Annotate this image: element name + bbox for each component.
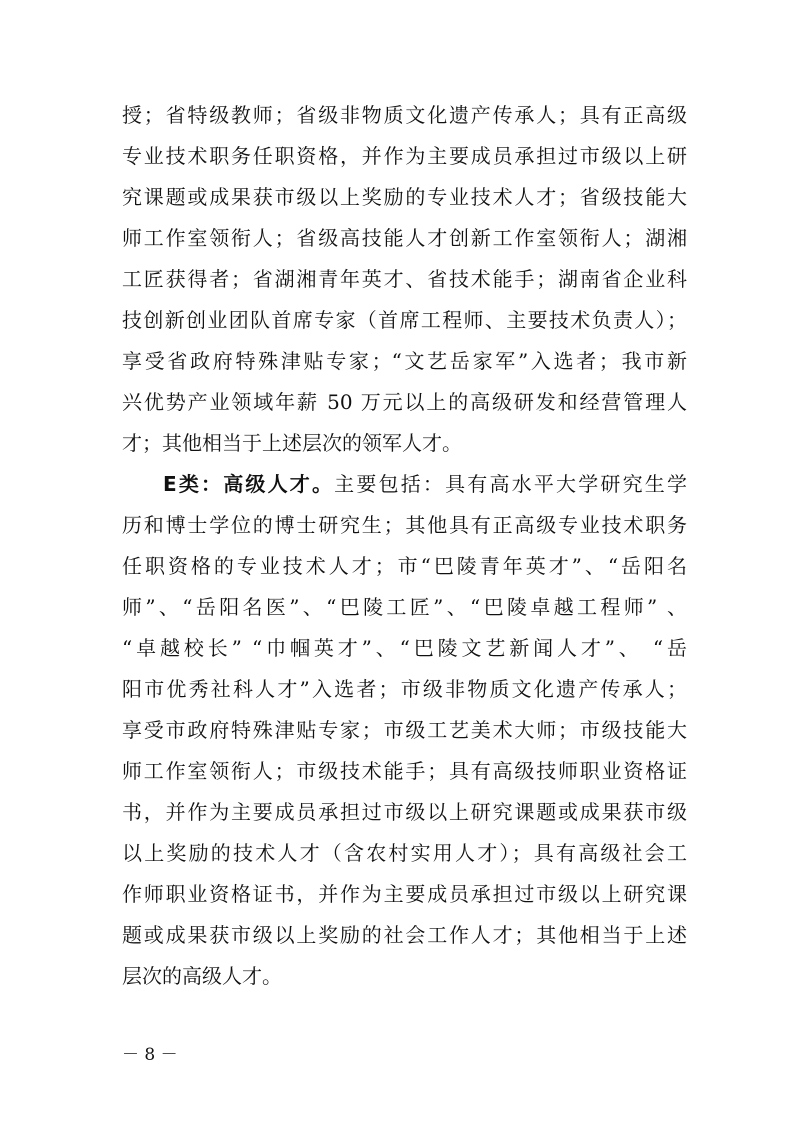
paragraph-line: 授；省特级教师；省级非物质文化遗产传承人；具有正高级 [122, 103, 687, 127]
paragraph-line: 才；其他相当于上述层次的领军人才。 [122, 431, 462, 455]
paragraph-line: 历和博士学位的博士研究生；其他具有正高级专业技术职务 [122, 513, 687, 537]
paragraph-line: 作师职业资格证书，并作为主要成员承担过市级以上研究课 [122, 882, 687, 906]
paragraph-line: 技创新创业团队首席专家（首席工程师、主要技术负责人）； [122, 308, 687, 332]
paragraph-line: 师工作室领衔人；省级高技能人才创新工作室领衔人；湖湘 [122, 226, 687, 250]
paragraph-line: 以上奖励的技术人才（含农村实用人才）；具有高级社会工 [122, 841, 687, 865]
page-number: － 8 － [122, 1045, 178, 1065]
paragraph-line: 阳市优秀社科人才”入选者；市级非物质文化遗产传承人； [122, 677, 687, 701]
paragraph-line: 工匠获得者；省湖湘青年英才、省技术能手；湖南省企业科 [122, 267, 687, 291]
paragraph-line: 享受市政府特殊津贴专家；市级工艺美术大师；市级技能大 [122, 718, 687, 742]
paragraph-line-text: 主要包括：具有高水平大学研究生学 [334, 472, 687, 496]
paragraph-line: 享受省政府特殊津贴专家；“文艺岳家军”入选者；我市新 [122, 349, 687, 373]
paragraph-line: 书，并作为主要成员承担过市级以上研究课题或成果获市级 [122, 800, 687, 824]
paragraph-line: 任职资格的专业技术人才；市“巴陵青年英才”、“岳阳名 [122, 554, 687, 578]
paragraph-line: 专业技术职务任职资格，并作为主要成员承担过市级以上研 [122, 144, 687, 168]
paragraph-line: 师”、“岳阳名医”、“巴陵工匠”、“巴陵卓越工程师” 、 [122, 595, 687, 619]
paragraph-first-line [163, 469, 687, 499]
paragraph-line: 层次的高级人才。 [122, 964, 282, 988]
category-heading: E类：高级人才。 [163, 472, 335, 496]
paragraph-line: “卓越校长” “巾帼英才”、“巴陵文艺新闻人才”、 “岳 [122, 636, 687, 660]
paragraph-line: 师工作室领衔人；市级技术能手；具有高级技师职业资格证 [122, 759, 687, 783]
paragraph-line: 题或成果获市级以上奖励的社会工作人才；其他相当于上述 [122, 923, 687, 947]
paragraph-line: 究课题或成果获市级以上奖励的专业技术人才；省级技能大 [122, 185, 687, 209]
paragraph-line: 兴优势产业领域年薪 50 万元以上的高级研发和经营管理人 [122, 390, 687, 414]
